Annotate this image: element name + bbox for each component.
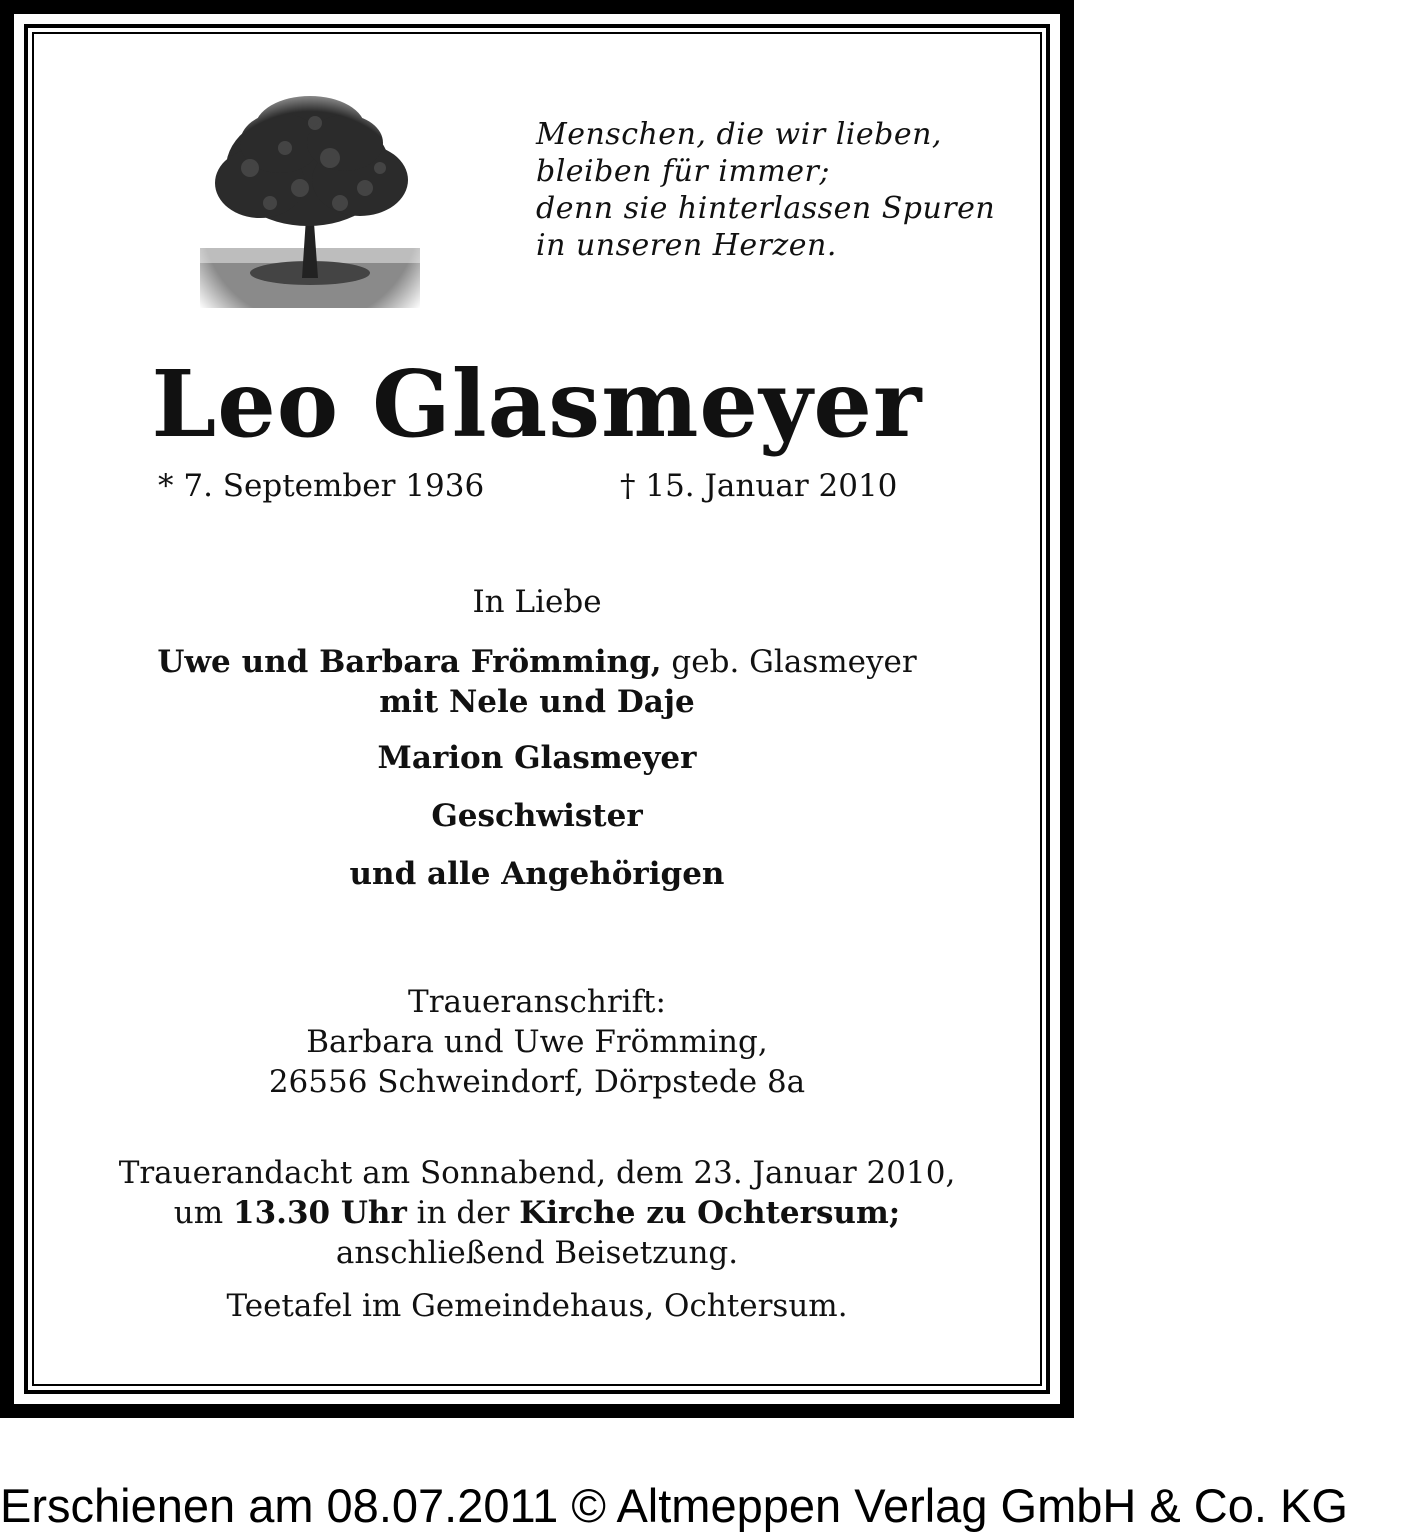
mourner-names: Uwe und Barbara Frömming, <box>157 644 662 680</box>
mourner-line: Geschwister <box>431 798 643 834</box>
mourner-line: mit Nele und Daje <box>379 684 695 720</box>
tea-gathering: Teetafel im Gemeindehaus, Ochtersum. <box>226 1288 848 1324</box>
mourner-line: und alle Angehörigen <box>349 856 725 892</box>
quote-line: in unseren Herzen. <box>536 228 837 263</box>
quote-line: Menschen, die wir lieben, <box>536 117 942 152</box>
mourning-address <box>0 982 1074 1102</box>
service-line: Trauerandacht am Sonnabend, dem 23. Januar 2010, <box>118 1155 956 1191</box>
mourner-nee: geb. Glasmeyer <box>661 644 917 680</box>
tree-icon <box>190 88 430 323</box>
quote-line: denn sie hinterlassen Spuren <box>536 191 996 226</box>
quote-line: bleiben für immer; <box>536 154 830 189</box>
service-text: um <box>173 1195 234 1231</box>
memorial-quote <box>536 116 995 264</box>
mourner-line <box>0 642 1074 682</box>
service-text: in der <box>406 1195 520 1231</box>
service-details <box>0 1153 1074 1273</box>
service-place: Kirche zu Ochtersum; <box>519 1195 901 1231</box>
birth-date: * 7. September 1936 <box>158 468 485 504</box>
mourner-line: Marion Glasmeyer <box>377 740 697 776</box>
mourners-family <box>0 642 1074 722</box>
in-liebe: In Liebe <box>472 584 602 620</box>
deceased-name: Leo Glasmeyer <box>151 350 923 458</box>
address-line: Barbara und Uwe Frömming, <box>306 1024 768 1060</box>
death-date: † 15. Januar 2010 <box>620 468 898 504</box>
service-line: anschließend Beisetzung. <box>335 1235 739 1271</box>
address-label: Traueranschrift: <box>408 984 666 1020</box>
address-line: 26556 Schweindorf, Dörpstede 8a <box>268 1064 806 1100</box>
service-line <box>0 1193 1074 1233</box>
publication-footer: Erschienen am 08.07.2011 © Altmeppen Verlag GmbH & Co. KG <box>0 1479 1348 1532</box>
mourners-intro <box>0 584 1074 620</box>
service-time: 13.30 Uhr <box>233 1195 407 1231</box>
